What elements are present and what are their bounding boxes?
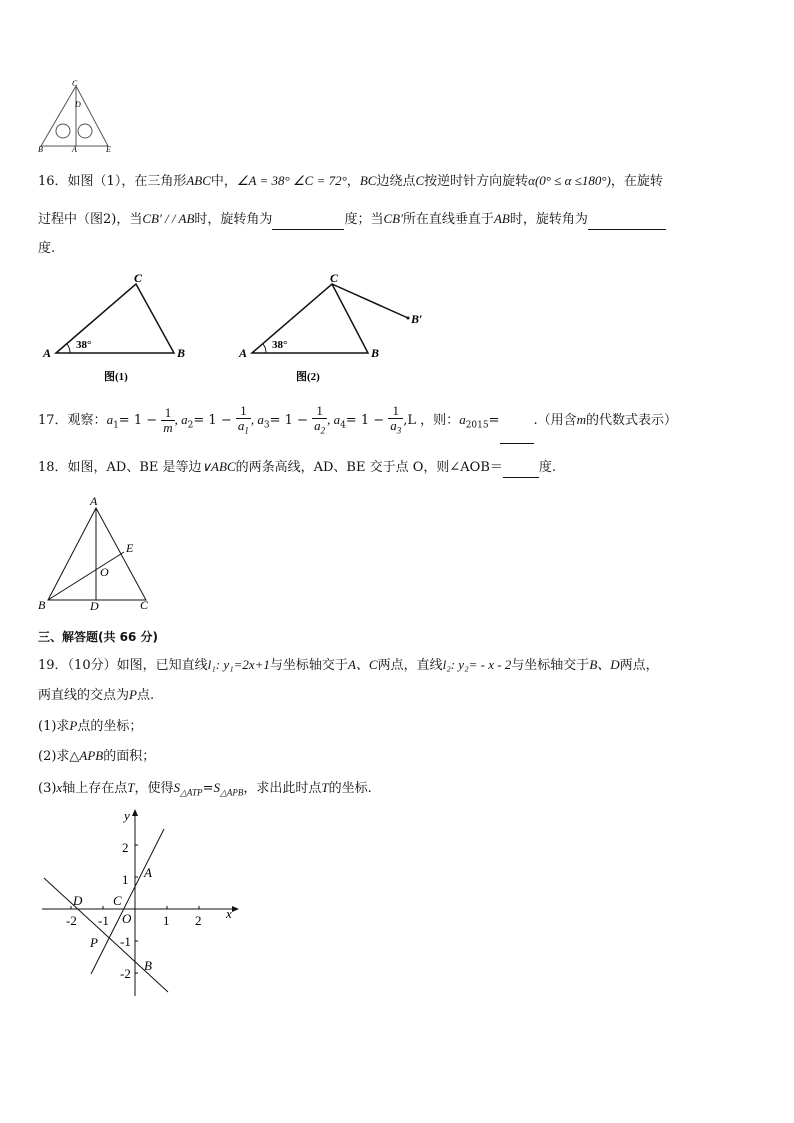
q18-label-o: O (100, 565, 109, 579)
q19-coordinate-graph (36, 806, 246, 1006)
label-e: E (106, 145, 111, 154)
q18-label-c: C (140, 598, 149, 612)
graph-tick-ym1: -1 (120, 934, 131, 949)
q16-line3: 度. (38, 241, 56, 256)
graph-tick-y1: 1 (122, 872, 129, 887)
y-axis-arrow-icon (132, 809, 138, 816)
q18-label-d: D (90, 599, 99, 613)
q16-figure-2 (236, 268, 436, 386)
q19-line2: 两直线的交点为P点. (38, 687, 155, 703)
q18-line: 18．如图，AD、BE 是等边∨ABC的两条高线，AD、BE 交于点 O，则∠AOB＝ 度. (38, 458, 556, 478)
graph-label-o: O (122, 911, 132, 926)
q18-label-a: A (90, 494, 98, 508)
fig2-label-c: C (330, 271, 339, 285)
q16-number: 16． (38, 174, 68, 189)
top-triangle-figure (36, 78, 118, 154)
label-d: D (75, 100, 81, 109)
section-3-heading: 三、解答题(共 66 分) (38, 630, 159, 644)
q17-fraction-3: $\frac{1}{a_2}$ (314, 402, 326, 436)
q17-fraction-1: $\frac{1}{m}$ (163, 405, 173, 435)
q17-fraction-2: $\frac{1}{a_1}$ (237, 402, 249, 436)
fig1-label-a: A (43, 346, 52, 360)
fig2-label-b: B (371, 346, 380, 360)
q16-line2: 过程中（图2)，当CB′ / / AB时，旋转角为 度；当CB′所在直线垂直于AB时，旋转角为 (38, 210, 666, 230)
fig2-label-bprime: B′ (411, 312, 423, 326)
graph-label-c: C (113, 893, 122, 908)
q18-figure (34, 492, 164, 616)
q16-blank-2[interactable] (588, 211, 666, 230)
q17-line: 17．观察：$a_1= 1$ − $\frac{1}{m}$ , $a_2= 1$ − $\frac{1}{a_1}$ , $a_3= 1$ − $\frac{1}{a_2}$ , $a_4= 1$ − $\frac{1}{a_3}$ ,L ，则：$a_{2015}=$ .（用含m的代数式表示） (38, 398, 677, 442)
fig1-label-b: B (177, 346, 186, 360)
q19-line1: 19．（10分）如图，已知直线l₁: y₁=2x+1与坐标轴交于A、C两点，直线l₂: y₂= - x - 2与坐标轴交于B、D两点， (38, 657, 659, 673)
q17-number: 17． (38, 413, 68, 428)
fig1-caption: 图(1) (104, 371, 128, 383)
label-b: B (38, 145, 43, 154)
graph-tick-y2: 2 (122, 840, 129, 855)
fig1-label-c: C (134, 271, 143, 285)
graph-label-x: x (226, 906, 232, 921)
graph-tick-xm1: -1 (98, 913, 109, 928)
graph-tick-x2: 2 (195, 913, 202, 928)
graph-tick-xm2: -2 (66, 913, 77, 928)
fig2-label-a: A (239, 346, 248, 360)
graph-tick-x1: 1 (163, 913, 170, 928)
q18-number: 18． (38, 460, 68, 475)
graph-label-d: D (73, 893, 83, 908)
label-a: A (72, 145, 77, 154)
x-axis-arrow-icon (232, 906, 239, 912)
label-c: C (72, 79, 78, 88)
q18-label-b: B (38, 598, 46, 612)
graph-label-a: A (144, 865, 152, 880)
q16-line1: 16．如图（1），在三角形ABC中，∠A = 38° ∠C = 72°，BC边绕点C按逆时针方向旋转α(0° ≤ α ≤180°)，在旋转 (38, 173, 663, 189)
fig1-angle: 38° (76, 339, 92, 351)
graph-tick-ym2: -2 (120, 966, 131, 981)
q18-label-e: E (126, 541, 134, 555)
q19-sub3: (3)x轴上存在点T，使得$S_{\triangle ATP}=S_{\triangle APB}$，求出此时点T的坐标. (38, 780, 372, 798)
q18-blank[interactable] (503, 459, 539, 478)
graph-label-y: y (124, 808, 130, 823)
q16-blank-1[interactable] (272, 211, 344, 230)
q16-figure-1 (40, 268, 200, 386)
fig2-caption: 图(2) (296, 371, 320, 383)
q17-blank[interactable] (500, 399, 534, 444)
graph-label-p: P (90, 935, 98, 950)
q19-sub2: (2)求△APB的面积； (38, 748, 156, 764)
q17-fraction-4: $\frac{1}{a_3}$ (390, 402, 402, 436)
fig2-angle: 38° (272, 339, 288, 351)
q19-sub1: (1)求P点的坐标； (38, 718, 143, 734)
graph-label-b: B (144, 958, 152, 973)
